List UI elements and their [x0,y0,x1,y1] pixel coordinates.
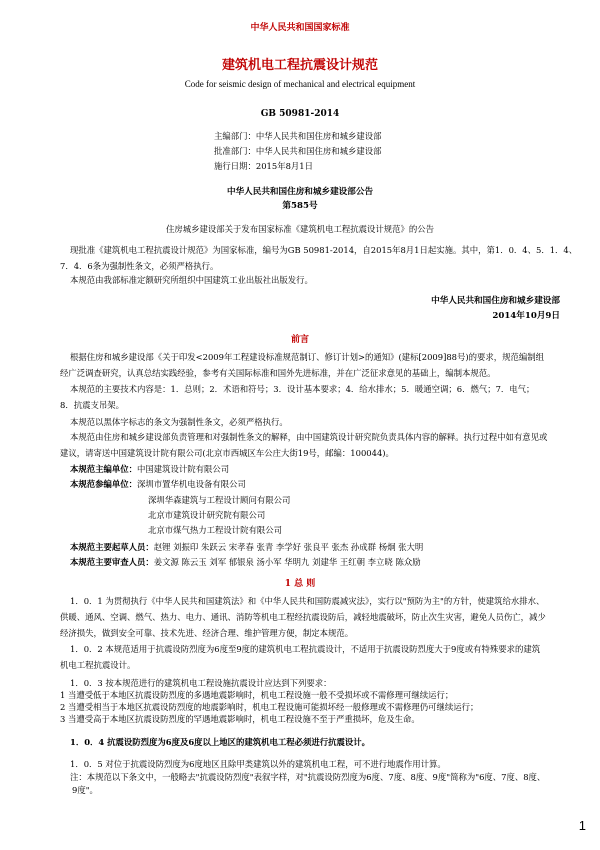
foreword-paragraph: 根据住房和城乡建设部《关于印发<2009年工程建设标准规范制订、修订计划>的通知》(建标[2009]88号)的要求，规范编制组经广泛调查研究，认真总结实践经验，参考有关国际标准和国外先进标准，并在广泛征求意见的基础上，编制本规范。 [60,352,545,378]
clause-1-0-5: 1．0．5 对位于抗震设防烈度为6度地区且除甲类建筑以外的建筑机电工程，可不进行地震作用计算。 [70,759,446,769]
participating-unit: 深圳市置华机电设备有限公司 [137,479,246,489]
participating-unit: 北京市煤气热力工程设计院有限公司 [148,525,282,535]
clause-1-0-3-item: 1 当遭受低于本地区抗震设防烈度的多遇地震影响时，机电工程设施一般不受损坏或不需修理可继续运行； [60,690,454,700]
announcement-signer: 中华人民共和国住房和城乡建设部 [431,296,560,306]
reviewers-list: 姜文源 陈云玉 刘军 郁银泉 汤小军 华明九 刘建华 王红朝 李立晓 陈众励 [153,557,421,567]
announcement-number: 第585号 [282,201,318,211]
clause-1-0-5-note: 注：本规范以下条文中，一般略去"抗震设防烈度"表叙字样，对"抗震设防烈度为6度、7度、8度、9度"简称为"6度、7度、8度、9度"。 [70,772,546,795]
announcement-title: 中华人民共和国住房和城乡建设部公告 [226,187,374,197]
foreword-paragraph: 本规范的主要技术内容是：1．总则；2．术语和符号；3．设计基本要求；4．给水排水；5．暖通空调；6．燃气；7．电气；8．抗震支吊架。 [60,384,535,410]
chief-department: 主编部门：中华人民共和国住房和城乡建设部 [214,131,382,141]
standard-code: GB 50981-2014 [260,109,340,119]
document-title: 建筑机电工程抗震设计规范 [221,58,378,73]
foreword-heading: 前言 [290,335,309,345]
announcement-body-line: 现批准《建筑机电工程抗震设计规范》为国家标准，编号为GB 50981-2014，自2015年8月1日起实施。其中，第1．0．4、5．1．4、 [70,245,578,255]
clause-1-0-4-mandatory: 1．0．4 抗震设防烈度为6度及6度以上地区的建筑机电工程必须进行抗震设计。 [70,737,371,747]
clause-1-0-3-item: 2 当遭受相当于本地区抗震设防烈度的地震影响时，机电工程设施可能损坏经一般修理或不需修理仍可继续运行； [60,702,479,712]
clause-1-0-1: 1．0．1 为贯彻执行《中华人民共和国建筑法》和《中华人民共和国防震减灾法》，实行以"预防为主"的方针，使建筑给水排水、供暖、通风、空调、燃气、热力、电力、通讯、消防等机电工程经抗震设防后，减轻地震破坏，防止次生灾害，避免人员伤亡，减少经济损失，做到安全可靠、技术先进、经济合理、维护管理方便，制定本规范。 [60,596,546,638]
participating-unit: 深圳华森建筑与工程设计顾问有限公司 [148,495,291,505]
announcement-body-line: 7．4．6条为强制性条文，必须严格执行。 [60,261,219,271]
announcement-subject: 住房城乡建设部关于发布国家标准《建筑机电工程抗震设计规范》的公告 [166,224,434,234]
approval-department: 批准部门：中华人民共和国住房和城乡建设部 [214,146,382,156]
reviewers-label: 本规范主要审查人员： [70,557,154,567]
chief-unit: 中国建筑设计院有限公司 [137,464,230,474]
clause-1-0-3: 1．0．3 按本规范进行的建筑机电工程设施抗震设计应达到下列要求： [70,678,332,688]
chapter-heading: 1 总 则 [284,579,316,589]
foreword-paragraph: 本规范以黑体字标志的条文为强制性条文，必须严格执行。 [70,417,288,427]
chief-unit-row [70,464,229,475]
announcement-body-line: 本规范由我部标准定额研究所组织中国建筑工业出版社出版发行。 [70,275,313,285]
announcement-date: 2014年10月9日 [492,311,560,321]
participating-units-label: 本规范参编单位： [70,479,137,489]
page-number: 1 [578,818,586,833]
national-standard-label: 中华人民共和国国家标准 [250,23,350,33]
participating-unit: 北京市建筑设计研究院有限公司 [148,510,266,520]
document-title-english: Code for seismic design of mechanical and electrical equipment [184,79,416,89]
drafters-row [70,542,423,553]
clause-1-0-2: 1．0．2 本规范适用于抗震设防烈度为6度至9度的建筑机电工程抗震设计，不适用于抗震设防烈度大于9度或有特殊要求的建筑机电工程抗震设计。 [60,644,541,670]
drafters-list: 赵锂 刘振印 朱跃云 宋孝春 张青 李学好 张良平 张杰 孙成群 杨炯 张大明 [153,542,424,552]
participating-units-row [70,479,246,490]
implementation-date: 施行日期：2015年8月1日 [214,161,313,171]
reviewers-row [70,557,421,568]
drafters-label: 本规范主要起草人员： [70,542,154,552]
foreword-paragraph: 本规范由住房和城乡建设部负责管理和对强制性条文的解释，由中国建筑设计研究院负责具体内容的解释。执行过程中如有意见或建议，请寄送中国建筑设计院有限公司(北京市西城区车公庄大街19号，邮编：100044)。 [60,432,548,458]
chief-unit-label: 本规范主编单位： [70,464,137,474]
clause-1-0-3-item: 3 当遭受高于本地区抗震设防烈度的罕遇地震影响时，机电工程设施不至于严重损坏，危及生命。 [60,714,420,724]
